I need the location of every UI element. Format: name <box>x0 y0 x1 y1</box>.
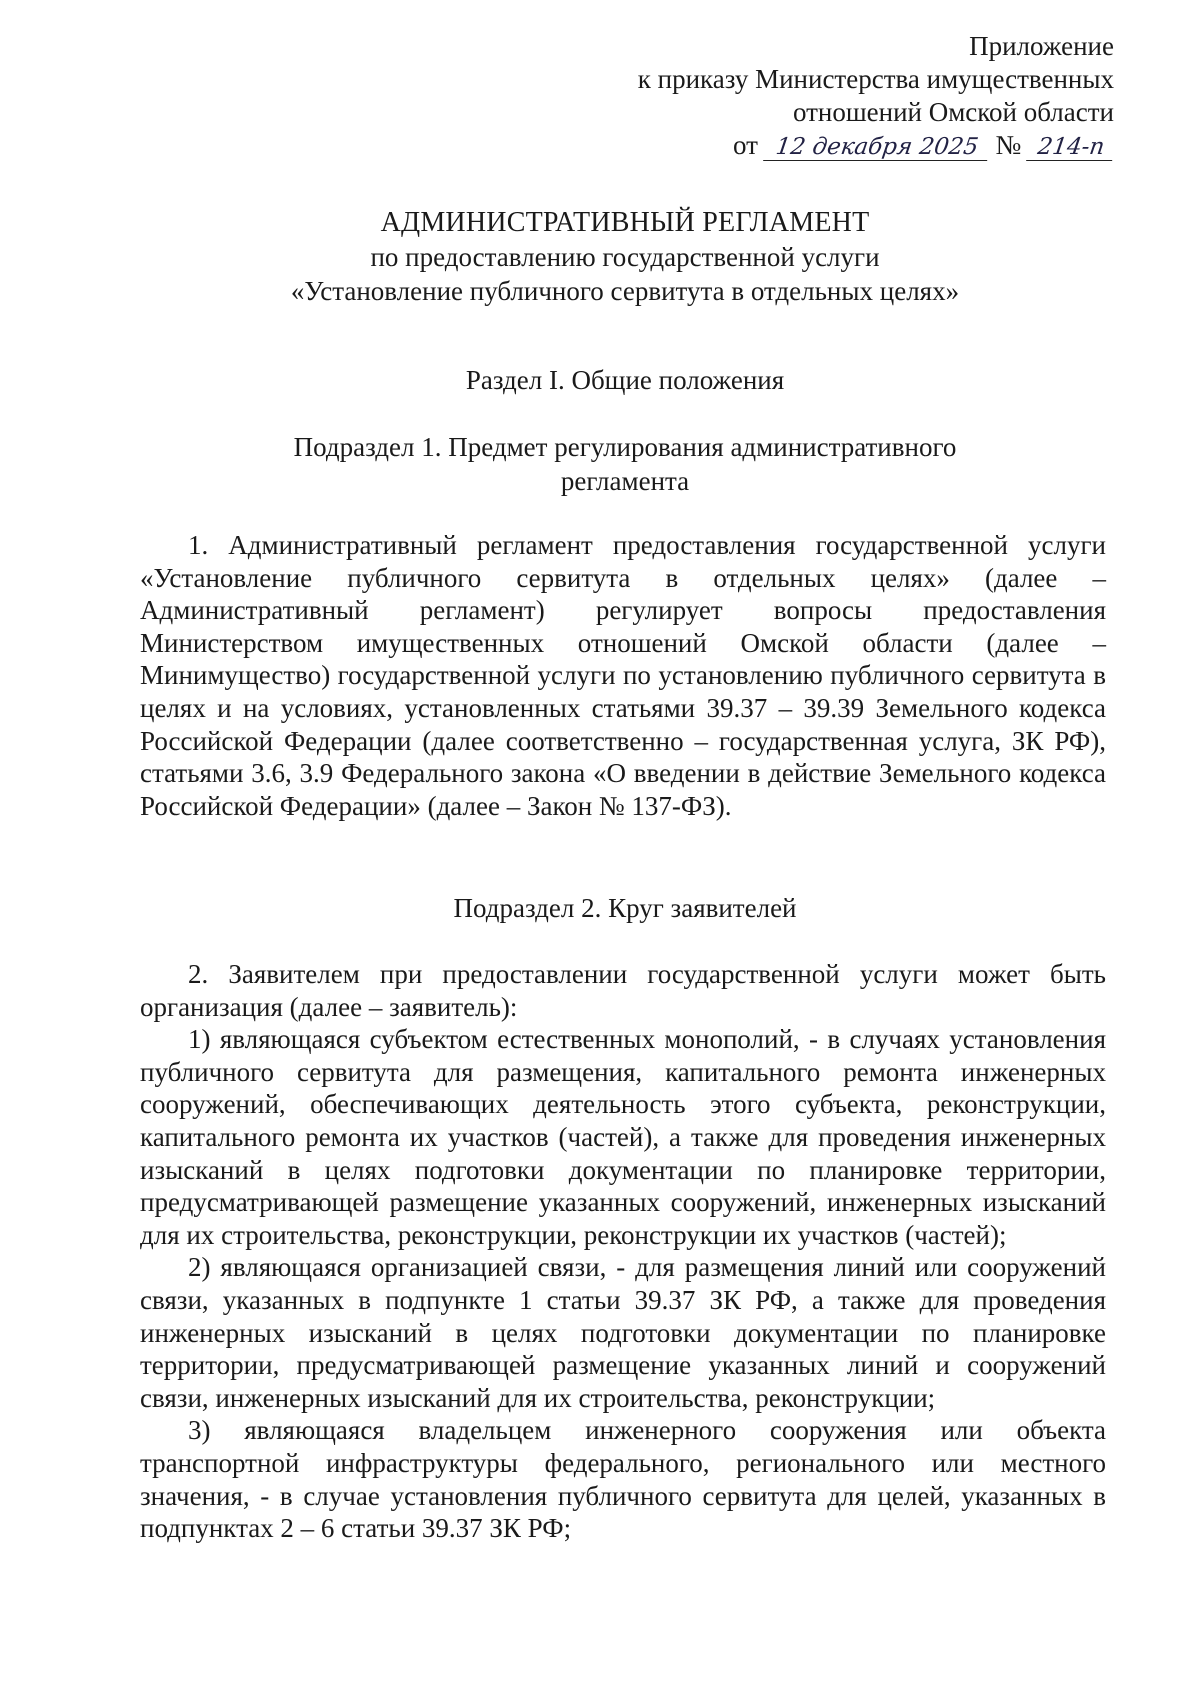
list-item-3: 3) являющаяся владельцем инженерного сооружения или объекта транспортной инфраструктуры федерального, регионального или местного значения, - в случае установления публичного сервитута для целей, указанных в подпунктах 2 – 6 статьи 39.37 ЗК РФ; <box>140 1415 1106 1544</box>
paragraph-1-text: 1. Административный регламент предоставления государственной услуги «Установление публичного сервитута в отдельных целях» (далее – Административный регламент) регулирует вопросы предоставления Министерством имущественных отношений Омской области (далее – Минимущество) государственной услуги по установлению публичного сервитута в целях и на условиях, установленных статьями 39.37 – 39.39 Земельного кодекса Российской Федерации (далее соответственно – государственная услуга, ЗК РФ), статьями 3.6, 3.9 Федерального закона «О введении в действие Земельного кодекса Российской Федерации» (далее – Закон № 137-ФЗ). <box>140 530 1106 821</box>
order-prefix: от <box>733 130 758 160</box>
subsection-1-title-line2: регламента <box>560 466 690 496</box>
section-1-title: Раздел I. Общие положения <box>465 365 785 395</box>
number-sign: № <box>995 130 1022 160</box>
subsection-2-title: Подраздел 2. Круг заявителей <box>453 893 797 923</box>
paragraph-2-text: 2. Заявителем при предоставлении государственной услуги может быть организация (далее – заявитель): <box>140 959 1106 1022</box>
document-title-block <box>120 206 1130 308</box>
list-item-2: 2) являющаяся организацией связи, - для размещения линий или сооружений связи, указанных в подпункте 1 статьи 39.37 ЗК РФ, а также для проведения инженерных изысканий в целях подготовки документации по планировке территории, предусматривающей размещение указанных линий и сооружений связи, инженерных изысканий для их строительства, реконструкции; <box>140 1252 1106 1413</box>
appendix-label: Приложение <box>969 31 1114 61</box>
handwritten-order-number: 214-п <box>1026 134 1116 161</box>
appendix-header <box>638 30 1114 162</box>
list-item-1: 1) являющаяся субъектом естественных монополий, - в случаях установления публичного сервитута для размещения, капитального ремонта инженерных сооружений, обеспечивающих деятельность этого субъекта, реконструкции, капитального ремонта их участков (частей), а также для проведения инженерных изысканий в целях подготовки документации по планировке территории, предусматривающей размещение указанных сооружений, инженерных изысканий для их строительства, реконструкции, реконструкции их участков (частей); <box>140 1024 1106 1250</box>
paragraph-1 <box>140 529 1106 822</box>
ministry-name-line: отношений Омской области <box>792 97 1114 127</box>
subsection-2-body <box>140 958 1106 1545</box>
subsection-1-title <box>120 430 1130 498</box>
document-subtitle-line2: «Установление публичного сервитута в отдельных целях» <box>290 276 960 306</box>
order-reference-line: к приказу Министерства имущественных <box>637 64 1114 94</box>
handwritten-order-date: 12 декабря 2025 <box>763 134 991 161</box>
document-subtitle-line1: по предоставлению государственной услуги <box>370 242 880 272</box>
subsection-1-title-line1: Подраздел 1. Предмет регулирования административного <box>293 432 957 462</box>
order-date-number-line <box>733 129 1114 162</box>
document-title: АДМИНИСТРАТИВНЫЙ РЕГЛАМЕНТ <box>380 207 870 238</box>
